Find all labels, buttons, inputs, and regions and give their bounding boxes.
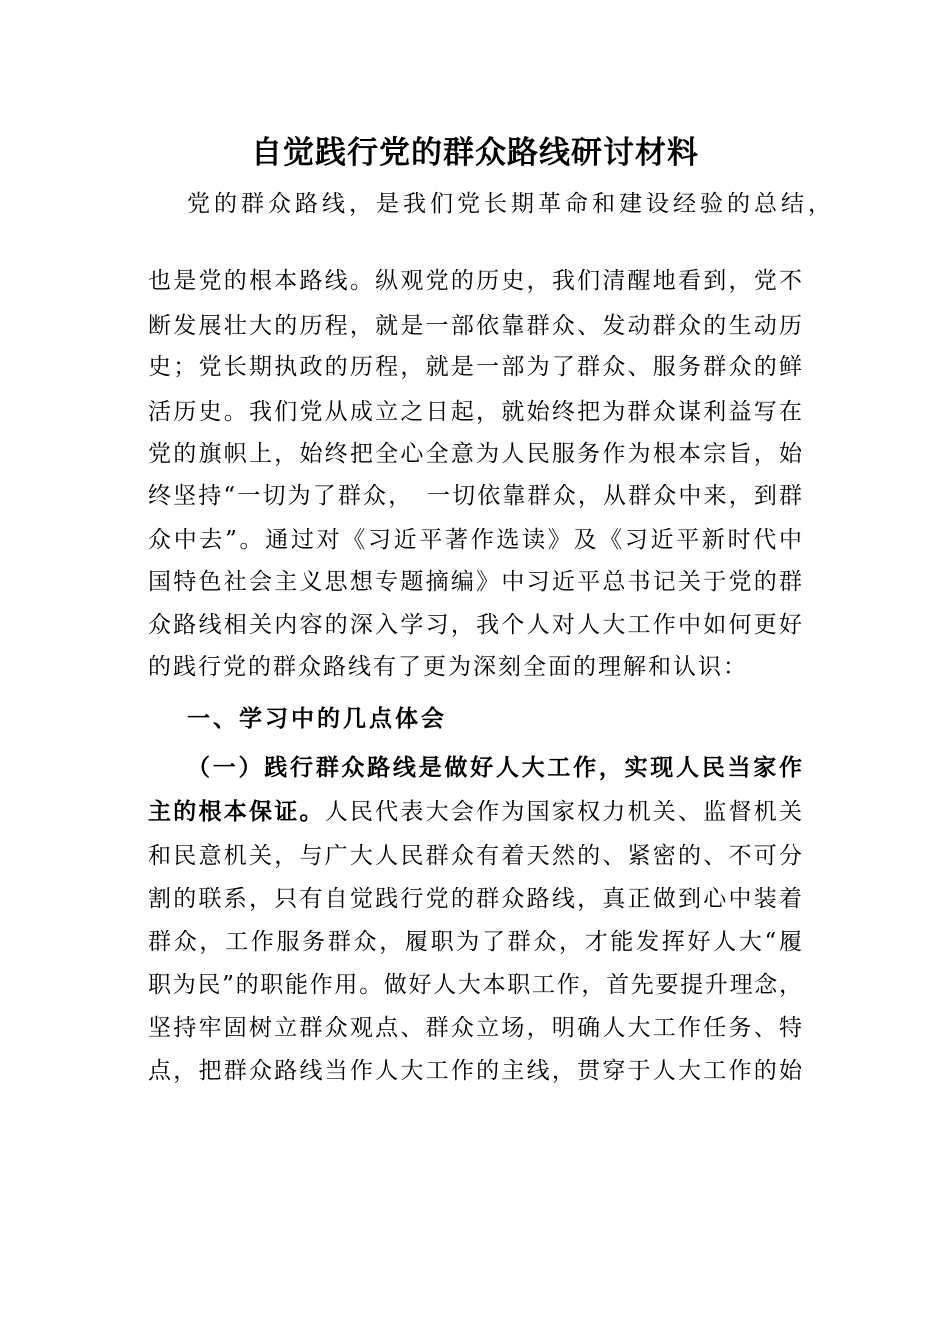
paragraph-line: 坚持牢固树立群众观点、群众立场，明确人大工作任务、特 — [148, 1015, 802, 1041]
paragraph-line: 党的旗帜上，始终把全心全意为人民服务作为根本宗旨，始 — [148, 441, 802, 467]
paragraph-line: 断发展壮大的历程，就是一部依靠群众、发动群众的生动历 — [148, 313, 802, 339]
subsection-heading-end: 主的根本保证。 — [148, 798, 325, 825]
paragraph-text: 人民代表大会作为国家权力机关、监督机关 — [324, 799, 803, 825]
section-heading: 一、学习中的几点体会 — [187, 706, 447, 732]
paragraph-line: 点，把群众路线当作人大工作的主线，贯穿于人大工作的始 — [148, 1058, 802, 1084]
paragraph-line: 史；党长期执政的历程，就是一部为了群众、服务群众的鲜 — [148, 354, 802, 380]
paragraph-line: 党的群众路线，是我们党长期革命和建设经验的总结， — [187, 191, 835, 217]
paragraph-line: 众中去”。通过对《习近平著作选读》及《习近平新时代中 — [148, 527, 802, 553]
paragraph-line: 也是党的根本路线。纵观党的历史，我们清醒地看到，党不 — [148, 268, 802, 294]
paragraph-line: 众路线相关内容的深入学习，我个人对人大工作中如何更好 — [148, 612, 802, 638]
subsection-heading-line: （一）践行群众路线是做好人大工作，实现人民当家作 — [187, 754, 802, 781]
paragraph-line: 群众，工作服务群众，履职为了群众，才能发挥好人大“履 — [148, 929, 802, 955]
paragraph-line: 终坚持“一切为了群众， 一切依靠群众，从群众中来，到群 — [148, 483, 802, 509]
paragraph-line: 国特色社会主义思想专题摘编》中习近平总书记关于党的群 — [148, 569, 802, 595]
paragraph-line: 职为民”的职能作用。做好人大本职工作，首先要提升理念， — [148, 972, 802, 998]
paragraph-line: 的践行党的群众路线有了更为深刻全面的理解和认识： — [148, 654, 748, 680]
paragraph-line: 活历史。我们党从成立之日起，就始终把为群众谋利益写在 — [148, 399, 802, 425]
paragraph-line: 和民意机关，与广大人民群众有着天然的、紧密的、不可分 — [148, 843, 802, 869]
paragraph-line — [148, 796, 802, 828]
paragraph-line: 割的联系，只有自觉践行党的群众路线，真正做到心中装着 — [148, 886, 802, 912]
document-title: 自觉践行党的群众路线研讨材料 — [251, 135, 699, 171]
